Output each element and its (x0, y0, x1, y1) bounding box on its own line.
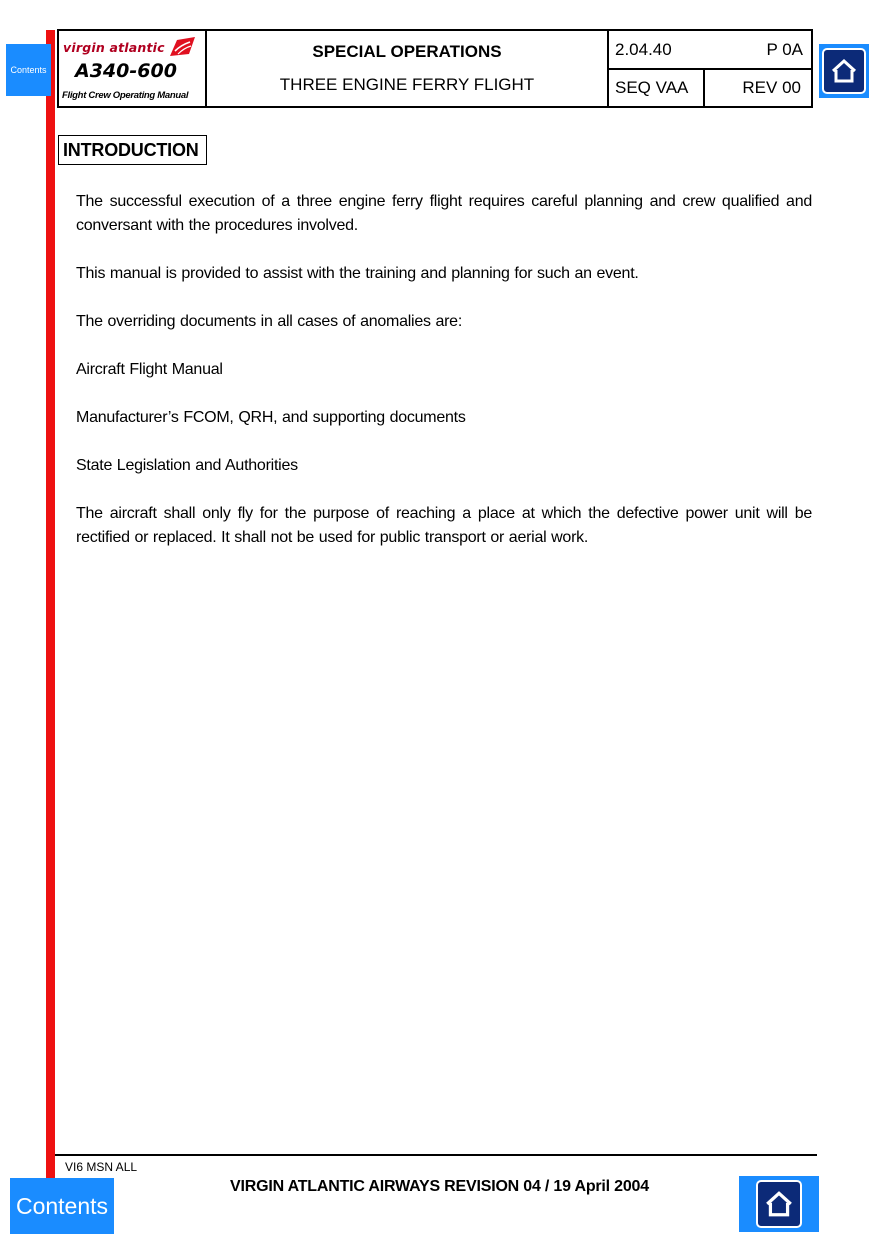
home-button-top[interactable] (819, 44, 869, 98)
paragraph: State Legislation and Authorities (76, 457, 298, 474)
body-text (76, 190, 812, 574)
brand-name: virgin atlantic (63, 39, 165, 55)
logo-cell (58, 30, 206, 107)
paragraph: The aircraft shall only fly for the purpose of reaching a place at which the defective power unit will be rectified or replaced. It shall not be used for public transport or aerial work. (76, 505, 812, 546)
virgin-logo-icon (168, 36, 196, 58)
manual-name: Flight Crew Operating Manual (62, 90, 189, 101)
paragraph: The successful execution of a three engine ferry flight requires careful planning and crew qualified and conversant with the procedures involved. (76, 193, 812, 234)
home-icon (822, 48, 866, 94)
meta-cell (608, 30, 812, 107)
aircraft-model: A340-600 (75, 60, 177, 82)
red-margin-bar (46, 30, 55, 1178)
paragraph: This manual is provided to assist with the training and planning for such an event. (76, 265, 639, 282)
footer-divider (55, 1154, 817, 1156)
page-title: SPECIAL OPERATIONS (312, 42, 502, 61)
section-number: 2.04.40 (615, 39, 672, 59)
header-table (57, 29, 813, 108)
paragraph: The overriding documents in all cases of anomalies are: (76, 313, 463, 330)
home-icon (756, 1180, 802, 1228)
sequence-code: SEQ VAA (609, 70, 705, 106)
paragraph: Manufacturer’s FCOM, QRH, and supporting documents (76, 409, 466, 426)
contents-button-bottom[interactable]: Contents (10, 1178, 114, 1234)
page-number: P 0A (766, 39, 803, 59)
page-subtitle: THREE ENGINE FERRY FLIGHT (279, 75, 535, 94)
section-heading: INTRODUCTION (58, 135, 207, 165)
home-button-bottom[interactable] (739, 1176, 819, 1232)
paragraph: Aircraft Flight Manual (76, 361, 223, 378)
contents-button-top[interactable]: Contents (6, 44, 51, 96)
title-cell (206, 30, 608, 107)
msn-label: VI6 MSN ALL (65, 1160, 138, 1174)
revision-footer: VIRGIN ATLANTIC AIRWAYS REVISION 04 / 19 April 2004 (230, 1178, 649, 1195)
revision-code: REV 00 (742, 78, 801, 97)
